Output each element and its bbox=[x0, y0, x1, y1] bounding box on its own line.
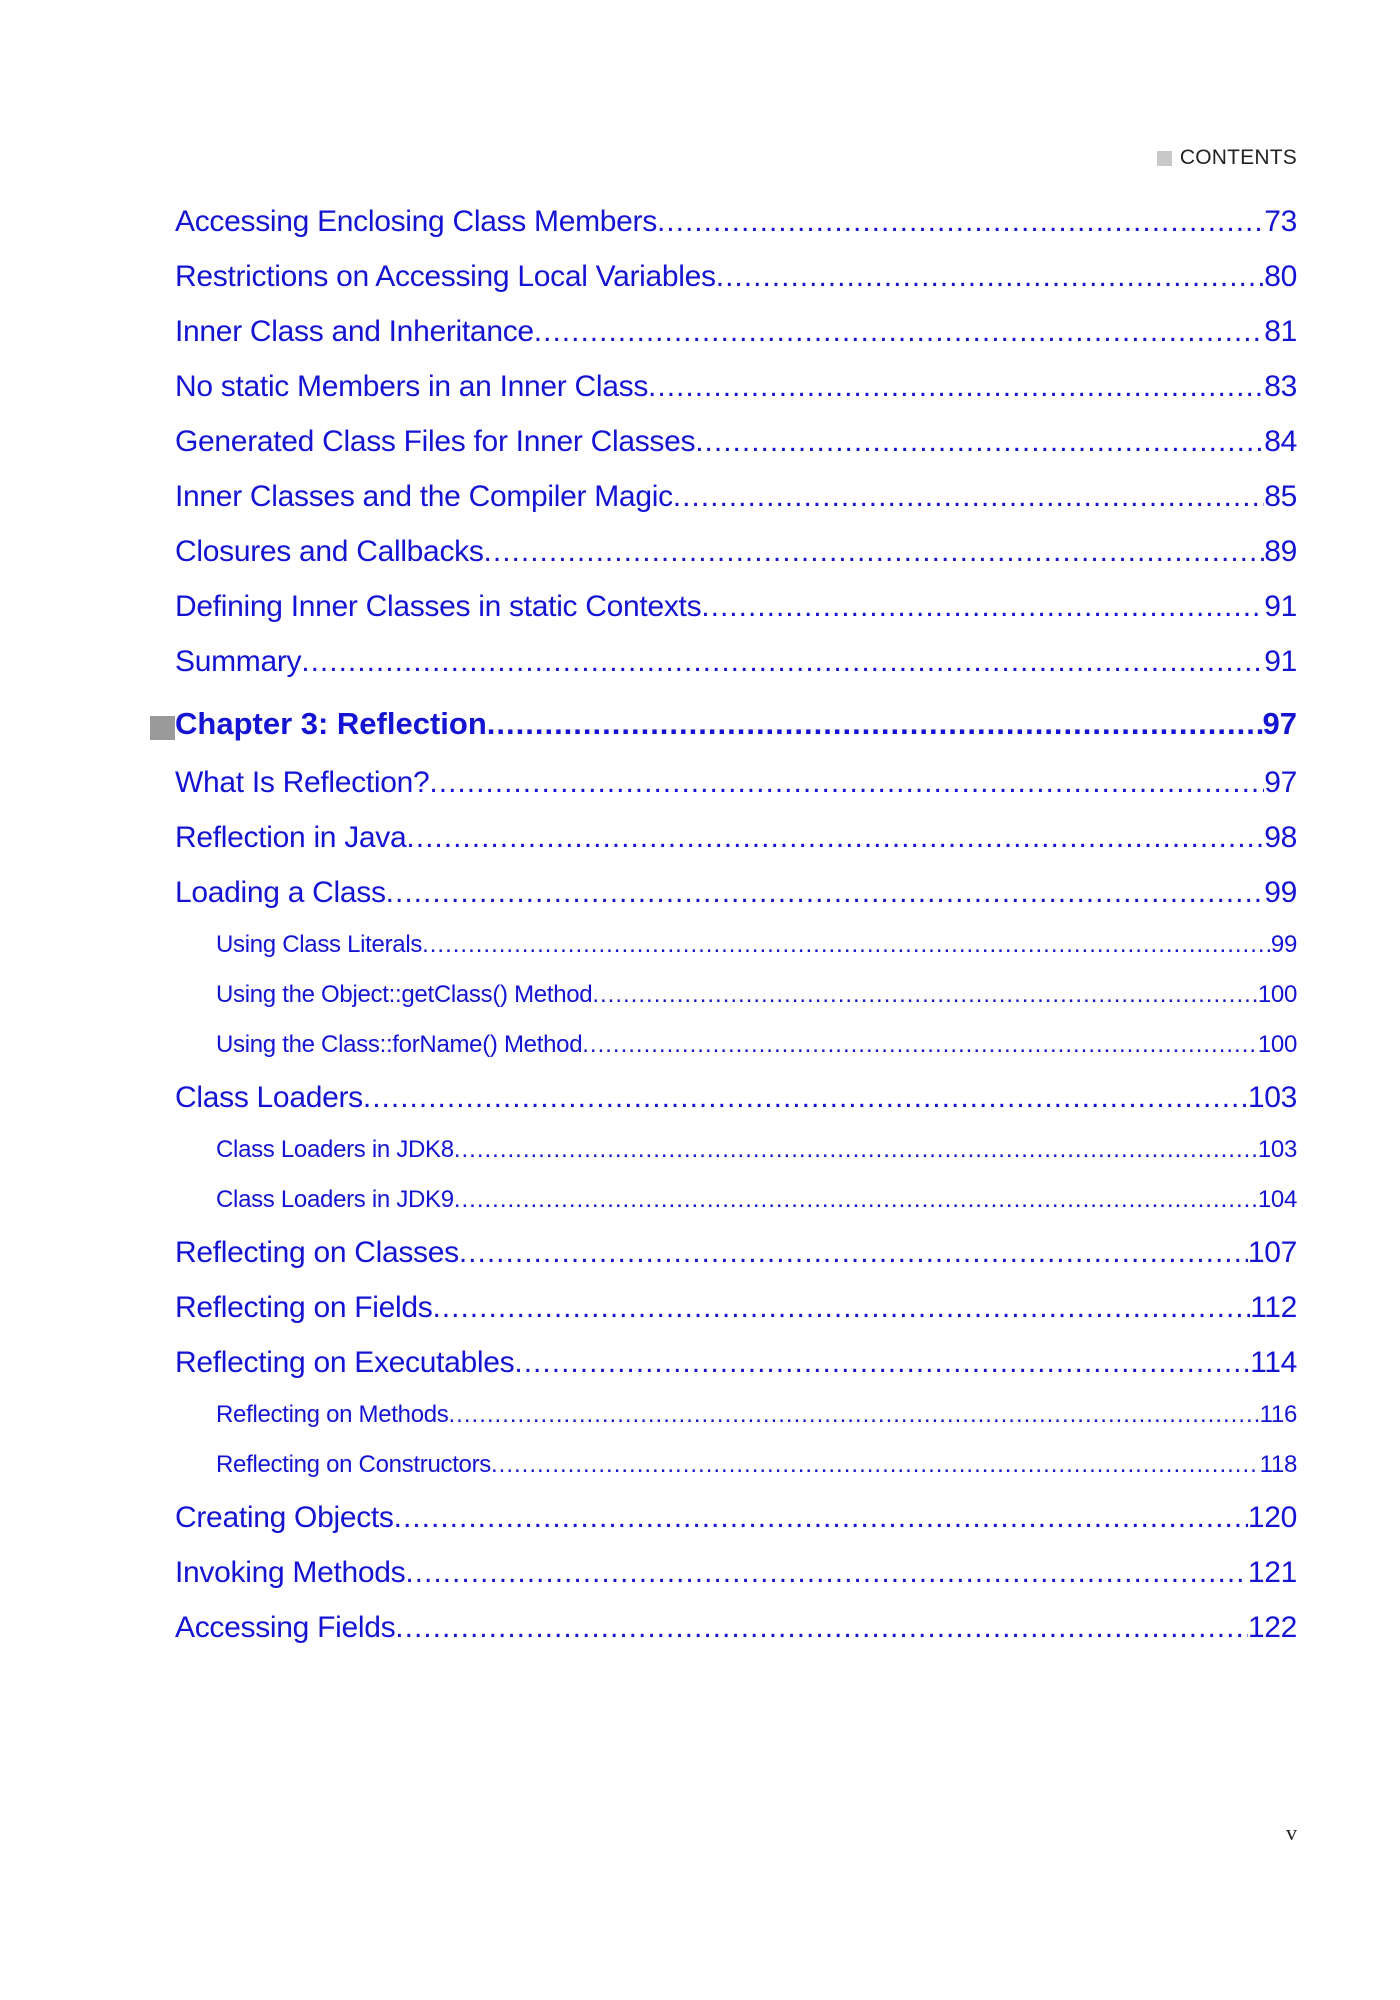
dot-leader bbox=[395, 1611, 1248, 1645]
toc-entry-page: 89 bbox=[1264, 535, 1297, 568]
dot-leader bbox=[405, 1556, 1248, 1590]
dot-leader bbox=[301, 645, 1264, 679]
toc-entry[interactable] bbox=[175, 931, 1297, 981]
dot-leader bbox=[491, 1451, 1260, 1479]
toc-entry[interactable] bbox=[175, 1451, 1297, 1501]
toc-entry-title: Inner Classes and the Compiler Magic bbox=[175, 480, 673, 513]
running-header bbox=[1157, 146, 1297, 170]
toc-entry-page: 107 bbox=[1247, 1236, 1297, 1269]
toc-entry[interactable] bbox=[175, 1136, 1297, 1186]
dot-leader bbox=[454, 1136, 1258, 1164]
dot-leader bbox=[449, 1401, 1260, 1429]
toc-entry-page: 99 bbox=[1270, 931, 1297, 958]
toc-entry-page: 112 bbox=[1250, 1291, 1297, 1324]
toc-entry-title: Using Class Literals bbox=[216, 931, 423, 958]
toc-entry-page: 98 bbox=[1264, 821, 1297, 854]
toc-entry-title: Reflecting on Fields bbox=[175, 1291, 433, 1324]
toc-entry-title: Reflecting on Executables bbox=[175, 1346, 515, 1379]
dot-leader bbox=[422, 931, 1271, 959]
toc-entry[interactable] bbox=[175, 260, 1297, 315]
dot-leader bbox=[592, 981, 1258, 1009]
toc-entry-title: Summary bbox=[175, 645, 302, 678]
dot-leader bbox=[716, 260, 1264, 294]
toc-entry-title: Using the Class::forName() Method bbox=[216, 1031, 583, 1058]
toc-entry-title: Closures and Callbacks bbox=[175, 535, 484, 568]
toc-entry-title: Inner Class and Inheritance bbox=[175, 315, 534, 348]
toc-entry[interactable] bbox=[175, 1236, 1297, 1291]
toc-entry[interactable] bbox=[175, 590, 1297, 645]
toc-entry[interactable] bbox=[175, 1186, 1297, 1236]
toc-entry[interactable] bbox=[175, 645, 1297, 700]
toc-entry[interactable] bbox=[175, 1291, 1297, 1346]
dot-leader bbox=[534, 315, 1264, 349]
toc-entry-page: 91 bbox=[1264, 590, 1297, 623]
toc-entry-page: 91 bbox=[1264, 645, 1297, 678]
toc-entry-page: 99 bbox=[1264, 876, 1297, 909]
dot-leader bbox=[657, 205, 1264, 239]
toc-entry-title: Reflecting on Methods bbox=[216, 1401, 449, 1428]
toc-entry-title: No static Members in an Inner Class bbox=[175, 370, 649, 403]
toc-entry[interactable] bbox=[175, 425, 1297, 480]
toc-entry-title: What Is Reflection? bbox=[175, 766, 430, 799]
toc-entry-title: Restrictions on Accessing Local Variables bbox=[175, 260, 716, 293]
toc-entry[interactable] bbox=[175, 480, 1297, 535]
toc-entry-title: Reflecting on Classes bbox=[175, 1236, 459, 1269]
toc-entry-title: Accessing Fields bbox=[175, 1611, 396, 1644]
header-square-icon bbox=[1157, 151, 1172, 166]
toc-entry[interactable] bbox=[175, 1611, 1297, 1666]
dot-leader bbox=[406, 821, 1264, 855]
dot-leader bbox=[429, 766, 1264, 800]
toc-entry[interactable] bbox=[175, 981, 1297, 1031]
toc-entry-title: Defining Inner Classes in static Contexts bbox=[175, 590, 702, 623]
dot-leader bbox=[487, 706, 1263, 742]
toc-entry-title: Chapter 3: Reflection bbox=[175, 706, 487, 741]
toc-entry-page: 85 bbox=[1264, 480, 1297, 513]
toc-entry-page: 97 bbox=[1264, 766, 1297, 799]
toc-entry-title: Generated Class Files for Inner Classes bbox=[175, 425, 696, 458]
toc-entry-title: Loading a Class bbox=[175, 876, 386, 909]
toc-entry-title: Reflection in Java bbox=[175, 821, 407, 854]
toc-entry[interactable] bbox=[175, 535, 1297, 590]
toc-entry-page: 81 bbox=[1264, 315, 1297, 348]
toc-entry-page: 73 bbox=[1264, 205, 1297, 238]
toc-entry-page: 114 bbox=[1250, 1346, 1297, 1379]
toc-entry-page: 104 bbox=[1257, 1186, 1297, 1213]
toc-entry[interactable] bbox=[175, 1346, 1297, 1401]
toc-entry-page: 121 bbox=[1247, 1556, 1297, 1589]
toc-entry-page: 116 bbox=[1259, 1401, 1297, 1428]
toc-entry-title: Class Loaders in JDK9 bbox=[216, 1186, 454, 1213]
toc-entry[interactable] bbox=[175, 876, 1297, 931]
toc-entry[interactable] bbox=[175, 1501, 1297, 1556]
toc-entry[interactable] bbox=[175, 315, 1297, 370]
dot-leader bbox=[386, 876, 1265, 910]
toc-entry-title: Reflecting on Constructors bbox=[216, 1451, 491, 1478]
toc-entry-title: Using the Object::getClass() Method bbox=[216, 981, 593, 1008]
dot-leader bbox=[363, 1081, 1248, 1115]
toc-entry-title: Creating Objects bbox=[175, 1501, 394, 1534]
toc-entry[interactable] bbox=[175, 821, 1297, 876]
toc-entry-page: 83 bbox=[1264, 370, 1297, 403]
header-label: CONTENTS bbox=[1179, 146, 1297, 169]
toc-entry-page: 122 bbox=[1247, 1611, 1297, 1644]
toc-entry-page: 120 bbox=[1247, 1501, 1297, 1534]
table-of-contents bbox=[175, 205, 1297, 1666]
dot-leader bbox=[484, 535, 1265, 569]
toc-entry-page: 118 bbox=[1259, 1451, 1297, 1478]
dot-leader bbox=[673, 480, 1264, 514]
toc-entry[interactable] bbox=[175, 370, 1297, 425]
chapter-marker-icon bbox=[150, 716, 175, 740]
toc-entry-page: 80 bbox=[1264, 260, 1297, 293]
toc-entry-page: 100 bbox=[1257, 1031, 1297, 1058]
toc-entry-page: 103 bbox=[1257, 1136, 1297, 1163]
toc-entry-page: 103 bbox=[1247, 1081, 1297, 1114]
toc-entry-page: 100 bbox=[1257, 981, 1297, 1008]
dot-leader bbox=[514, 1346, 1250, 1380]
toc-entry[interactable] bbox=[175, 1031, 1297, 1081]
toc-entry-title: Class Loaders in JDK8 bbox=[216, 1136, 454, 1163]
dot-leader bbox=[454, 1186, 1258, 1214]
dot-leader bbox=[432, 1291, 1250, 1325]
dot-leader bbox=[459, 1236, 1248, 1270]
toc-entry[interactable] bbox=[175, 1401, 1297, 1451]
toc-entry-page: 97 bbox=[1262, 706, 1297, 741]
toc-entry[interactable] bbox=[175, 1556, 1297, 1611]
dot-leader bbox=[695, 425, 1264, 459]
dot-leader bbox=[701, 590, 1264, 624]
toc-chapter-entry[interactable] bbox=[175, 706, 1297, 766]
dot-leader bbox=[648, 370, 1264, 404]
toc-entry-title: Invoking Methods bbox=[175, 1556, 406, 1589]
dot-leader bbox=[582, 1031, 1258, 1059]
toc-entry[interactable] bbox=[175, 205, 1297, 260]
toc-entry-title: Class Loaders bbox=[175, 1081, 363, 1114]
toc-entry[interactable] bbox=[175, 766, 1297, 821]
dot-leader bbox=[394, 1501, 1248, 1535]
page-number: v bbox=[1286, 1820, 1297, 1845]
toc-entry-page: 84 bbox=[1264, 425, 1297, 458]
toc-entry-title: Accessing Enclosing Class Members bbox=[175, 205, 657, 238]
toc-entry[interactable] bbox=[175, 1081, 1297, 1136]
